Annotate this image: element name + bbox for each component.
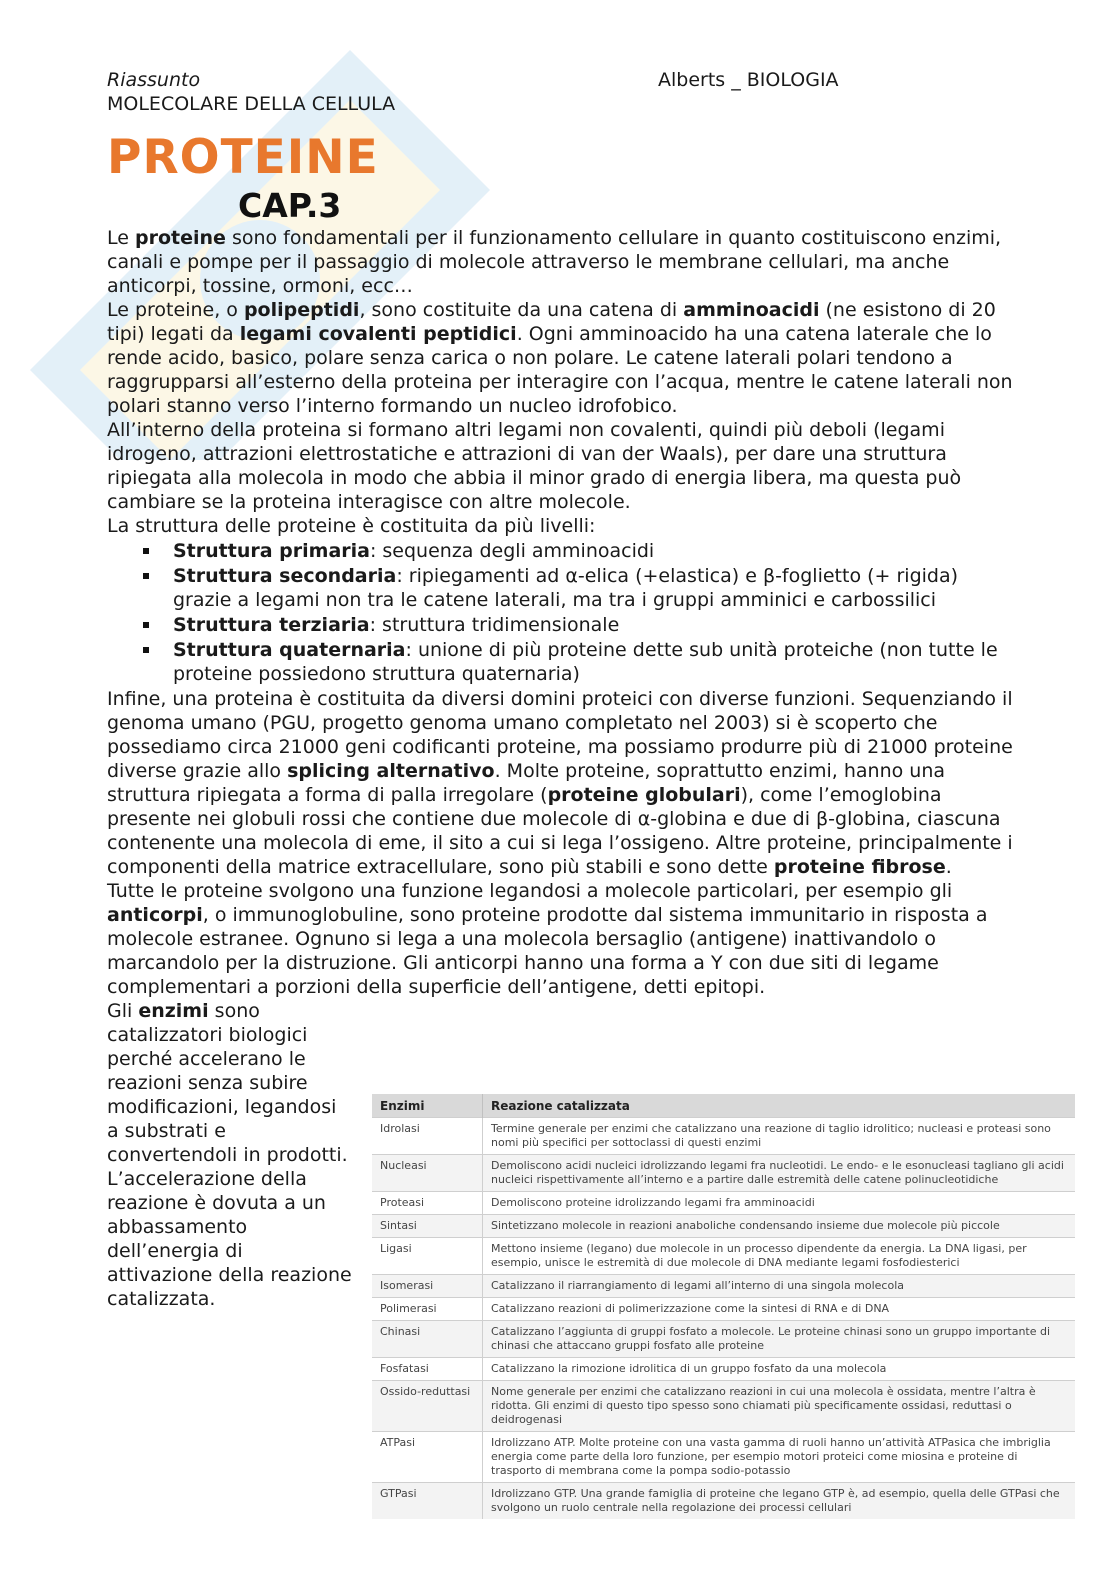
text-run: Le proteine, o <box>107 299 244 321</box>
bold-term: proteine <box>134 227 226 249</box>
table-header-row <box>372 1094 1075 1118</box>
enzyme-reaction: Catalizzano l’aggiunta di gruppi fosfato a molecole. Le proteine chinasi sono un gruppo importante di chinasi che attaccano gruppi fosfato alle proteine <box>483 1321 1076 1358</box>
paragraph-antibodies <box>107 879 1017 999</box>
text-run: : unione di più proteine dette sub unità proteiche (non tutte le proteine possiedono struttura quaternaria) <box>173 639 998 685</box>
chapter-label: CAP.3 <box>238 186 342 225</box>
text-run: sono catalizzatori biologici perché accelerano le reazioni senza subire modificazioni, legandosi a substrati e convertendoli in prodotti. L’accelerazione della reazione è dovuta a un abbassamento dell’energia di attivazione della reazione catalizzata. <box>107 1000 352 1310</box>
enzyme-name: ATPasi <box>372 1432 483 1483</box>
structure-levels-list <box>107 539 1017 686</box>
enzyme-name: Proteasi <box>372 1192 483 1215</box>
enzyme-name: Nucleasi <box>372 1155 483 1192</box>
enzyme-name: Fosfatasi <box>372 1358 483 1381</box>
list-item <box>173 564 1017 612</box>
bold-term: amminoacidi <box>683 299 820 321</box>
paragraph-domains <box>107 687 1017 879</box>
enzyme-reaction: Demoliscono acidi nucleici idrolizzando legami fra nucleotidi. Le endo- e le esonucleasi tagliano gli acidi nucleici rispettivamente all’interno e a partire dalle estremità delle catene polinucleotidiche <box>483 1155 1076 1192</box>
text-run: , o immunoglobuline, sono proteine prodotte dal sistema immunitario in risposta a molecole estranee. Ognuno si lega a una molecola bersaglio (antigene) inattivandolo o marcandolo per la distruzione. Gli anticorpi hanno una forma a Y con due siti di legame complementari a porzioni della superficie dell’antigene, detti epitopi. <box>107 904 988 998</box>
page-header <box>107 66 1017 124</box>
table-row <box>372 1381 1075 1432</box>
text-run: . Molte proteine, soprattutto enzimi, hanno una struttura ripiegata a forma di palla irregolare ( <box>107 760 946 806</box>
text-run: Infine, una proteina è costituita da diversi domini proteici con diverse funzioni. Sequenziando il genoma umano (PGU, progetto genoma umano completato nel 2003) si è scoperto che possediamo circa 21000 geni codificanti proteine, ma possiamo produrre più di 21000 proteine diverse grazie allo <box>107 688 1013 782</box>
text-run: : ripiegamenti ad α-elica (+elastica) e β-foglietto (+ rigida) grazie a legami non tra le catene laterali, ma tra i gruppi amminici e carbossilici <box>173 565 959 611</box>
enzyme-name: Polimerasi <box>372 1298 483 1321</box>
enzyme-reaction: Termine generale per enzimi che catalizzano una reazione di taglio idrolitico; nucleasi e proteasi sono nomi più specifici per sottoclassi di questi enzimi <box>483 1118 1076 1155</box>
enzyme-reaction: Mettono insieme (legano) due molecole in un processo dipendente da energia. La DNA ligasi, per esempio, unisce le estremità di due molecole di DNA mediante legami fosfodiesterici <box>483 1238 1076 1275</box>
bold-term: enzimi <box>138 1000 209 1022</box>
table-row <box>372 1483 1075 1520</box>
table-row <box>372 1321 1075 1358</box>
enzyme-name: Chinasi <box>372 1321 483 1358</box>
table-row <box>372 1275 1075 1298</box>
enzyme-name: Sintasi <box>372 1215 483 1238</box>
bold-term: splicing alternativo <box>287 760 495 782</box>
enzyme-reaction: Catalizzano la rimozione idrolitica di un gruppo fosfato da una molecola <box>483 1358 1076 1381</box>
list-item <box>173 638 1017 686</box>
enzyme-reaction: Catalizzano il riarrangiamento di legami all’interno di una singola molecola <box>483 1275 1076 1298</box>
paragraph-noncovalent: All’interno della proteina si formano altri legami non covalenti, quindi più deboli (legami idrogeno, attrazioni elettrostatiche e attrazioni di van der Waals), per dare una struttura ripiegata alla molecola in modo che abbia il minor grado di energia libera, ma questa può cambiare se la proteina interagisce con altre molecole. <box>107 419 962 513</box>
enzyme-name: Ossido-reduttasi <box>372 1381 483 1432</box>
text-run: : struttura tridimensionale <box>369 614 620 636</box>
table-row <box>372 1432 1075 1483</box>
header-summary-label: Riassunto <box>107 69 201 91</box>
table-row <box>372 1192 1075 1215</box>
enzyme-reaction: Idrolizzano GTP. Una grande famiglia di proteine che legano GTP è, ad esempio, quella delle GTPasi che svolgono un ruolo centrale nella regolazione dei processi cellulari <box>483 1483 1076 1520</box>
header-left <box>107 68 395 116</box>
text-run: . Ogni amminoacido ha una catena laterale che lo rende acido, basico, polare senza carica o non polare. Le catene laterali polari tendono a raggrupparsi all’esterno della proteina per interagire con l’acqua, mentre le catene laterali non polari stanno verso l’interno formando un nucleo idrofobico. <box>107 323 1013 417</box>
list-item <box>173 613 1017 637</box>
table-row <box>372 1238 1075 1275</box>
enzyme-reaction: Catalizzano reazioni di polimerizzazione come la sintesi di RNA e di DNA <box>483 1298 1076 1321</box>
text-run: Gli <box>107 1000 139 1022</box>
bold-term: Struttura terziaria <box>173 614 370 636</box>
text-run: (ne esistono di 20 tipi) legati da <box>107 299 996 345</box>
bold-term: anticorpi <box>107 904 203 926</box>
table-row <box>372 1215 1075 1238</box>
table-row <box>372 1155 1075 1192</box>
text-run: sono fondamentali per il funzionamento cellulare in quanto costituiscono enzimi, canali e pompe per il passaggio di molecole attraverso le membrane cellulari, ma anche anticorpi, tossine, ormoni, ecc… <box>107 227 1002 297</box>
bold-term: Struttura primaria <box>173 540 370 562</box>
bold-term: Struttura secondaria <box>173 565 397 587</box>
enzyme-name: GTPasi <box>372 1483 483 1520</box>
bold-term: proteine fibrose <box>773 856 946 878</box>
enzyme-name: Ligasi <box>372 1238 483 1275</box>
text-run: ), come l’emoglobina presente nei globuli rossi che contiene due molecole di α-globina e due di β-globina, ciascuna contenente una molecola di eme, il sito a cui si lega l’ossigeno. Altre proteine, principalmente i componenti della matrice extracellulare, sono più stabili e sono dette <box>107 784 1013 878</box>
paragraph-levels-intro: La struttura delle proteine è costituita da più livelli: <box>107 515 596 537</box>
text-run: Le <box>107 227 135 249</box>
paragraph-intro <box>107 226 1017 298</box>
enzyme-name: Idrolasi <box>372 1118 483 1155</box>
page-title: PROTEINE <box>107 130 379 185</box>
bold-term: polipeptidi <box>243 299 360 321</box>
enzyme-reaction: Nome generale per enzimi che catalizzano reazioni in cui una molecola è ossidata, mentre l’altra è ridotta. Gli enzimi di questo tipo spesso sono chiamati più specificamente ossidasi, reduttasi o deidrogenasi <box>483 1381 1076 1432</box>
text-run: , sono costituite da una catena di <box>359 299 684 321</box>
enzyme-reaction: Demoliscono proteine idrolizzando legami fra amminoacidi <box>483 1192 1076 1215</box>
table-row <box>372 1358 1075 1381</box>
header-book-label: Alberts _ BIOLOGIA <box>658 69 839 91</box>
bold-term: proteine globulari <box>547 784 741 806</box>
text-run: Tutte le proteine svolgono una funzione legandosi a molecole particolari, per esempio gli <box>107 880 953 902</box>
enzymes-table <box>372 1094 1075 1519</box>
header-course-label: MOLECOLARE DELLA CELLULA <box>107 93 396 115</box>
column-header-enzymes: Enzimi <box>372 1094 483 1118</box>
paragraph-enzymes <box>107 999 352 1311</box>
enzyme-reaction: Sintetizzano molecole in reazioni anaboliche condensando insieme due molecole più piccole <box>483 1215 1076 1238</box>
enzyme-name: Isomerasi <box>372 1275 483 1298</box>
enzyme-reaction: Idrolizzano ATP. Molte proteine con una vasta gamma di ruoli hanno un’attività ATPasica che imbriglia energia come parte della loro funzione, per esempio motori proteici come miosina e proteine di trasporto di membrana come la pompa sodio-potassio <box>483 1432 1076 1483</box>
list-item <box>173 539 1017 563</box>
column-header-reaction: Reazione catalizzata <box>483 1094 1076 1118</box>
table-row <box>372 1298 1075 1321</box>
paragraph-polypeptides <box>107 298 1017 418</box>
text-run: : sequenza degli amminoacidi <box>369 540 655 562</box>
table-row <box>372 1118 1075 1155</box>
bold-term: legami covalenti peptidici <box>239 323 517 345</box>
bold-term: Struttura quaternaria <box>173 639 406 661</box>
text-run: . <box>945 856 952 878</box>
